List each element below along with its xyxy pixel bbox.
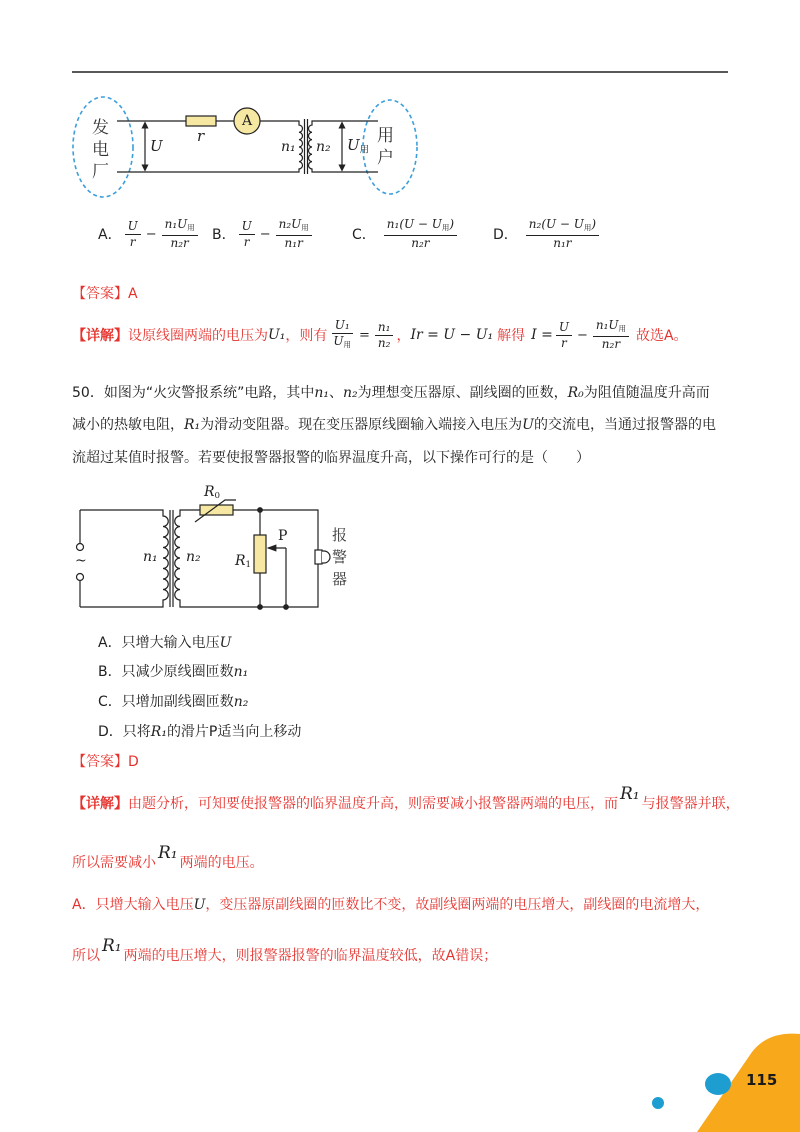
option-symbol: U: [219, 635, 232, 651]
explanation-text: 两端的电压增大，则报警器报警的临界温度较低，故A错误；: [123, 948, 498, 964]
explanation-text: 与报警器并联，: [641, 796, 740, 812]
denominator: n₂: [377, 335, 391, 350]
n1-label: n₁: [143, 549, 158, 565]
explanation-text: 两端的电压。: [179, 855, 264, 871]
u-user-subscript: 用: [359, 144, 369, 156]
fraction: [593, 318, 629, 352]
stem-text: 减小的热敏电阻，: [72, 417, 184, 433]
stem-text: 的交流电，当通过报警器的电: [533, 417, 716, 433]
minus-sign: −: [145, 226, 157, 242]
stem-text: 、: [328, 385, 343, 401]
minus-sign: −: [576, 327, 588, 343]
q50-stem-line-2: [72, 415, 716, 435]
junction-dot: [284, 605, 289, 610]
teal-dot-small: [652, 1097, 664, 1109]
numerator: [526, 217, 599, 236]
denominator: n₁r: [284, 235, 303, 250]
denominator-text: U: [333, 334, 344, 349]
r0-label: [204, 484, 220, 504]
q50-circuit-diagram: [77, 500, 331, 609]
denominator: n₂r: [411, 235, 430, 250]
option-symbol: R₁: [150, 724, 167, 740]
ammeter-label: A: [242, 113, 253, 129]
q50-explanation-line-1: [72, 784, 740, 814]
ac-symbol: ~: [75, 553, 87, 569]
explanation-text: 解得: [497, 328, 526, 344]
numerator-text: n₁(U − U: [386, 217, 442, 232]
r1-subscript: 1: [245, 560, 252, 571]
stem-symbol: R₀: [567, 385, 584, 401]
stem-text: 流超过某值时报警。若要使报警器报警的临界温度升高，以下操作可行的是（ ）: [72, 450, 590, 466]
fraction: [330, 318, 354, 352]
q50-explanation-line-4: [72, 936, 498, 966]
math-r1: R₁: [102, 936, 122, 956]
alarm-body: [315, 550, 322, 564]
option-symbol: n₂: [233, 694, 249, 710]
r0-subscript: 0: [214, 491, 221, 502]
fraction: [162, 217, 198, 251]
numerator-subscript: 用: [301, 222, 309, 232]
numerator-text: n₁U: [164, 217, 188, 232]
numerator-close: ): [591, 217, 597, 232]
input-terminal: [77, 544, 84, 551]
denominator: n₂r: [170, 235, 189, 250]
q50-option-d: [98, 722, 301, 742]
denominator: r: [561, 335, 567, 350]
math-i-equals: I =: [531, 327, 553, 343]
q50-answer: 【答案】D: [72, 754, 139, 770]
user-label: 用户: [373, 126, 393, 170]
explanation-text: ，变压器原副线圈的匝数比不变，故副线圈两端的电压增大，副线圈的电流增大，: [205, 897, 710, 913]
numerator-subscript: 用: [583, 222, 592, 232]
q49-option-a: [98, 216, 201, 252]
numerator: [384, 217, 457, 236]
numerator: [162, 217, 198, 236]
alarm-label: 报警器: [330, 527, 348, 593]
option-letter: D．: [493, 227, 518, 243]
junction-dot: [258, 508, 263, 513]
q49-option-b: [212, 216, 315, 252]
fraction: [125, 219, 141, 250]
q50-explanation-line-3: [72, 895, 709, 915]
resistor-r: [186, 116, 216, 126]
q49-option-d: [493, 214, 602, 254]
denominator-subscript: 用: [343, 339, 351, 349]
math-r1: R₁: [620, 784, 640, 804]
numerator: n₁: [375, 320, 394, 336]
fraction: [526, 217, 599, 251]
stem-symbol: U: [522, 417, 534, 433]
denominator: n₂r: [601, 336, 621, 351]
numerator-subscript: 用: [618, 323, 626, 333]
q50-option-b: [98, 662, 248, 682]
numerator-text: n₁U: [595, 318, 619, 333]
fraction: [239, 219, 255, 250]
denominator: n₁r: [553, 235, 572, 250]
junction-dot: [258, 605, 263, 610]
math-equation: Ir = U − U₁: [410, 327, 494, 343]
option-symbol: n₁: [233, 664, 249, 680]
r0-symbol: R: [204, 484, 215, 500]
stem-text: 为阻值随温度升高而: [583, 385, 710, 401]
r1-symbol: R: [235, 553, 246, 569]
u-user-label: [347, 137, 369, 158]
teal-dot-large: [705, 1073, 731, 1095]
voltage-u-label: U: [150, 137, 163, 155]
numerator-close: ): [449, 217, 455, 232]
q50-explanation-line-2: [72, 843, 264, 873]
option-letter: A．: [98, 227, 122, 243]
denominator: r: [243, 234, 250, 249]
resistor-r-label: r: [197, 127, 205, 145]
numerator-text: n₂U: [278, 217, 302, 232]
u-user-symbol: U: [347, 136, 360, 154]
q50-option-a: [98, 633, 231, 653]
q50-stem-line-1: [72, 383, 710, 403]
numerator: U: [556, 320, 572, 336]
numerator-subscript: 用: [441, 222, 450, 232]
option-letter: C．: [352, 227, 376, 243]
math-u: U: [193, 897, 206, 913]
math-r1: R₁: [158, 843, 178, 863]
explanation-text: 由题分析，可知要使报警器的临界温度升高，则需要减小报警器两端的电压，而: [128, 796, 618, 812]
denominator: r: [129, 234, 136, 249]
explanation-text: ，: [396, 328, 411, 344]
explanation-text: 设原线圈两端的电压为: [128, 328, 268, 344]
q49-answer: 【答案】A: [72, 286, 138, 302]
equals-sign: =: [358, 327, 370, 343]
fraction: [375, 320, 394, 351]
q49-option-c: [352, 214, 460, 254]
alarm-horn: [322, 551, 330, 563]
r1-label: [235, 553, 251, 573]
stem-symbol: R₁: [184, 417, 201, 433]
numerator: U: [239, 219, 255, 235]
fraction: [276, 217, 312, 251]
slider-p-label: P: [278, 528, 288, 544]
stem-symbol: n₂: [342, 385, 358, 401]
corner-decoration: [652, 1034, 800, 1132]
option-text: D．只将: [98, 724, 151, 740]
option-letter: B．: [212, 227, 236, 243]
option-text: B．只减少原线圈匝数: [98, 664, 234, 680]
explanation-label: 【详解】: [72, 328, 128, 344]
n2-label: n₂: [316, 139, 331, 155]
wire: [233, 510, 318, 550]
stem-text: 为滑动变阻器。现在变压器原线圈输入端接入电压为: [200, 417, 523, 433]
n1-label: n₁: [281, 139, 296, 155]
stem-symbol: n₁: [314, 385, 329, 401]
denominator: [330, 334, 354, 352]
stem-text: 为理想变压器原、副线圈的匝数，: [357, 385, 568, 401]
fraction: [556, 320, 572, 351]
q49-explanation: [72, 314, 688, 356]
n2-label: n₂: [186, 549, 201, 565]
power-plant-label: 发电厂: [88, 118, 108, 184]
numerator: [593, 318, 629, 337]
numerator: U: [125, 219, 141, 235]
option-text: A．只增大输入电压: [98, 635, 220, 651]
page-number: 115: [746, 1071, 778, 1089]
numerator-text: n₂(U − U: [528, 217, 584, 232]
option-text: C．只增加副线圈匝数: [98, 694, 234, 710]
option-text: 的滑片P适当向上移动: [166, 724, 302, 740]
explanation-text: ，则有: [285, 328, 328, 344]
numerator-subscript: 用: [187, 222, 195, 232]
minus-sign: −: [259, 226, 271, 242]
q50-stem-line-3: [72, 448, 590, 468]
explanation-label: 【详解】: [72, 796, 128, 812]
explanation-text: 所以: [72, 948, 100, 964]
input-terminal: [77, 574, 84, 581]
explanation-text: 所以需要减小: [72, 855, 156, 871]
explanation-text: 故选A。: [635, 328, 688, 344]
explanation-text: A．只增大输入电压: [72, 897, 194, 913]
q50-option-c: [98, 692, 248, 712]
math-u1: U₁: [268, 327, 286, 343]
fraction: [384, 217, 457, 251]
stem-text: 50．如图为“火灾警报系统”电路，其中: [72, 385, 315, 401]
numerator: [276, 217, 312, 236]
numerator: U₁: [332, 318, 353, 334]
rheostat-r1: [254, 535, 266, 573]
